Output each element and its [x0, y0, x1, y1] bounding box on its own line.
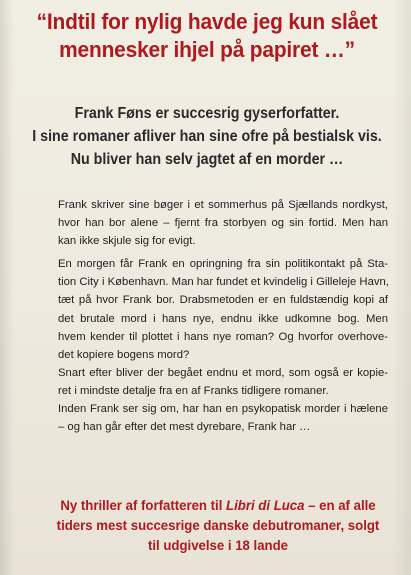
text-line: det kopiere bogens mord? [58, 348, 190, 361]
footer-line-2: tiders mest succesrige danske debutromaner, solgt [56, 518, 380, 534]
book-title-reference: Libri di Luca [226, 498, 305, 514]
text-line: det brutale mord i hans nye, endnu ikke udkomne bog. Men [58, 312, 388, 325]
footer-line-1-prefix: Ny thriller af forfatteren til [60, 498, 227, 514]
footer-line-3: til udgivelse i 18 lande [147, 538, 289, 554]
text-line: ret i mindste detalje fra en af Franks tidligere romaner. [58, 384, 329, 397]
footer-line-1 [52, 496, 383, 516]
synopsis-text [58, 196, 388, 436]
intro-line-1: Frank Føns er succesrig gyserforfatter. [74, 105, 340, 122]
text-line: tion City i København. Man har fundet et kvindelig i Gilleleje Havn, [58, 276, 389, 289]
text-line: kan ikke skjule sig for evigt. [58, 235, 196, 248]
synopsis-paragraph-4 [58, 400, 388, 436]
text-line: Inden Frank ser sig om, har han en psykopatisk morder i hælene [58, 403, 388, 416]
intro-blurb [26, 102, 388, 171]
text-line: En morgen får Frank en opringning fra sin politikontakt på Sta- [58, 258, 388, 271]
headline-quote [24, 8, 390, 64]
intro-line-3: Nu bliver han selv jagtet af en morder … [70, 151, 344, 168]
text-line: Snart efter bliver der begået endnu et mord, som også er kopie- [58, 366, 388, 379]
text-line: tæt på hvor Frank bor. Drabsmetoden er en fuldstændig kopi af [58, 294, 388, 307]
footer-tagline [52, 496, 383, 556]
text-line: – og han går efter det mest dyrebare, Frank har … [58, 421, 311, 434]
synopsis-paragraph-1 [58, 196, 388, 250]
text-line: Frank skriver sine bøger i et sommerhus på Sjællands nordkyst, [58, 199, 388, 211]
headline-line-2: mennesker ihjel på papiret …” [59, 37, 355, 62]
synopsis-paragraph-2 [58, 255, 388, 364]
headline-line-1: “Indtil for nylig havde jeg kun slået [36, 9, 378, 34]
text-line: hvor han bor alene – fjernt fra storbyen og sin fortid. Men han [58, 217, 388, 230]
synopsis-paragraph-3 [58, 364, 388, 400]
text-line: hvem kender til plottet i hans nye roman? Og hvorfor overhove- [58, 330, 388, 343]
footer-line-1-suffix: – en af alle [304, 498, 376, 514]
intro-line-2: I sine romaner afliver han sine ofre på bestialsk vis. [32, 128, 382, 145]
